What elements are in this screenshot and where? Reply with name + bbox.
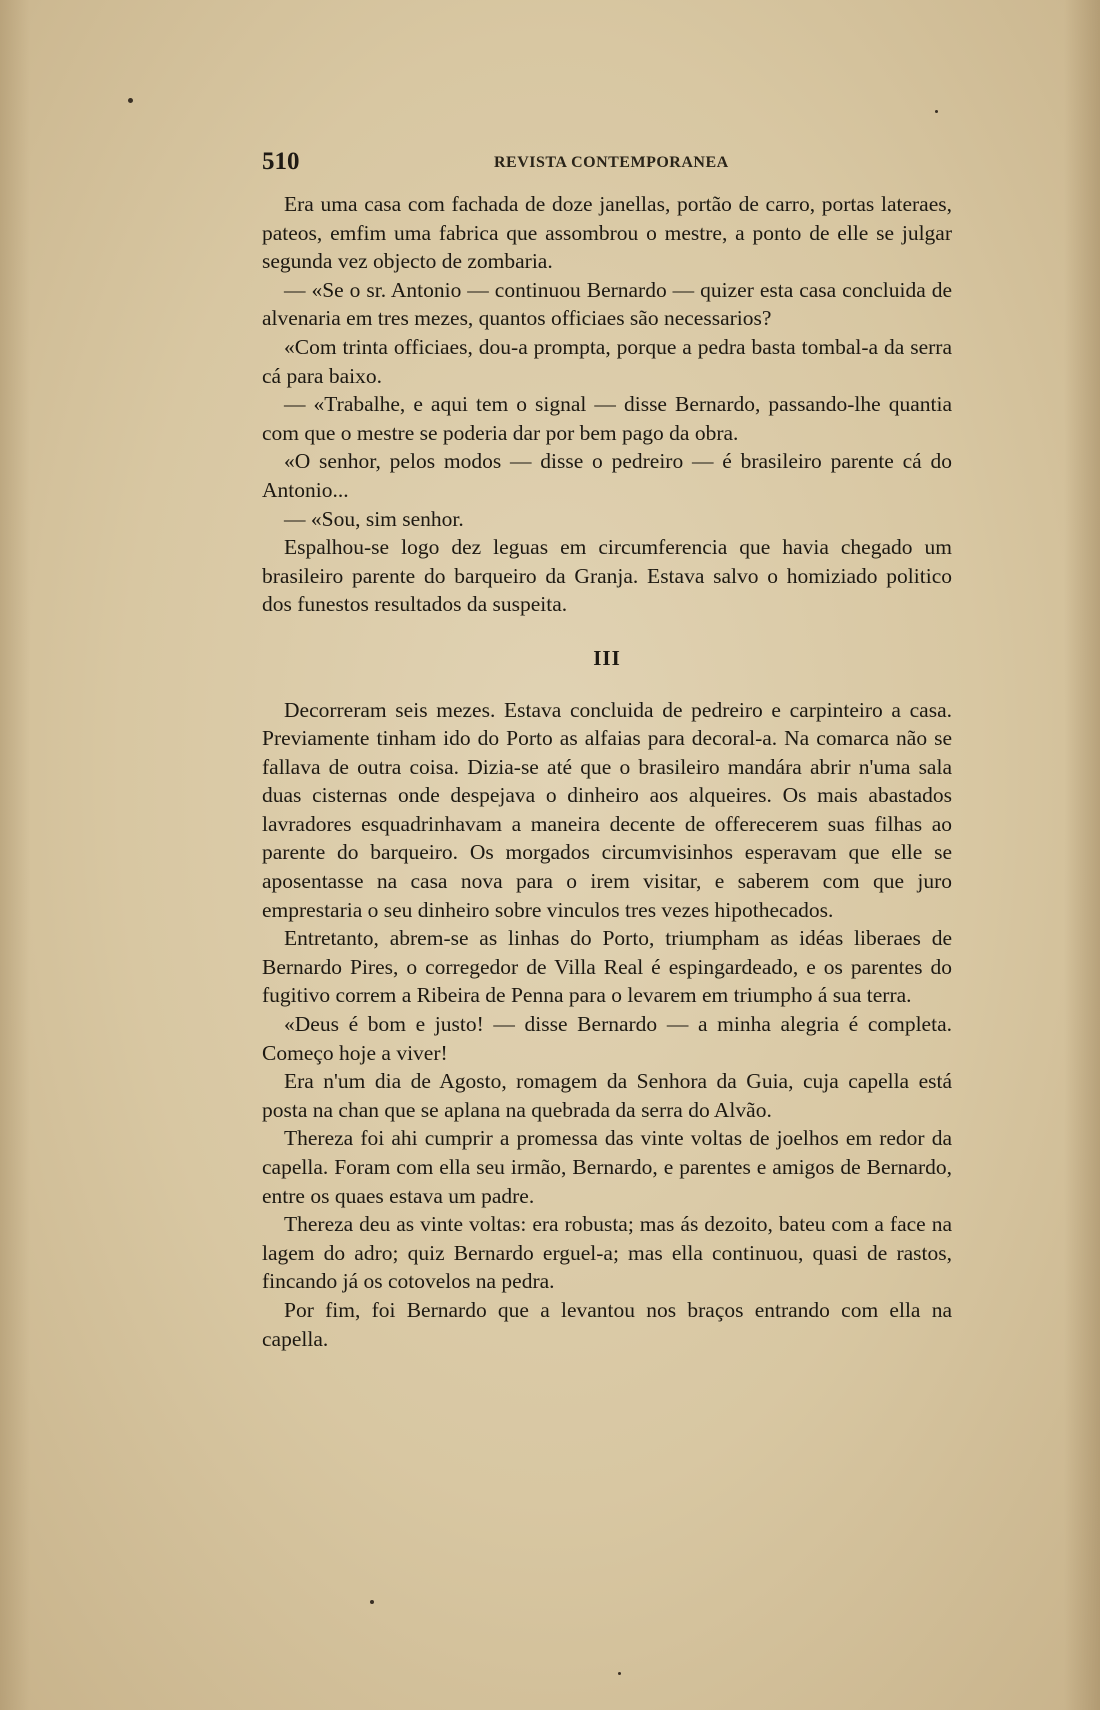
paragraph: Decorreram seis mezes. Estava concluida de pedreiro e carpinteiro a casa. Previamente tinham ido do Porto as alfaias para decoral-a. Na comarca não se fallava de outra coisa. Dizia-se até que o brasileiro mandára abrir n'uma sala duas cisternas onde despejava o dinheiro aos alqueires. Os mais abastados lavradores esquadrinhavam a maneira decente de offerecerem suas filhas ao parente do barqueiro. Os morgados circumvisinhos esperavam que elle se aposentasse na casa nova para o irem visitar, e saberem com que juro emprestaria o seu dinheiro sobre vinculos tres vezes hipothecados. <box>262 697 952 922</box>
paragraph: «Com trinta officiaes, dou-a prompta, porque a pedra basta tombal-a da serra cá para baixo. <box>262 334 952 388</box>
ink-speck <box>370 1600 374 1604</box>
paragraph: Thereza deu as vinte voltas: era robusta; mas ás dezoito, bateu com a face na lagem do adro; quiz Bernardo erguel-a; mas ella continuou, quasi de rastos, fincando já os cotovelos na pedra. <box>262 1212 952 1294</box>
running-head <box>262 148 952 178</box>
paragraph: «Deus é bom e justo! — disse Bernardo — a minha alegria é completa. Começo hoje a viver! <box>262 1012 952 1065</box>
paragraph: Entretanto, abrem-se as linhas do Porto, triumpham as idéas liberaes de Bernardo Pires, o corregedor de Villa Real é espingardeado, e os parentes do fugitivo correm a Ribeira de Penna para o levarem em triumpho á sua terra. <box>262 926 952 1008</box>
page-shadow-right <box>1064 0 1100 1710</box>
paragraph: Era n'um dia de Agosto, romagem da Senhora da Guia, cuja capella está posta na chan que se aplana na quebrada da serra do Alvão. <box>262 1069 952 1122</box>
ink-speck <box>618 1672 621 1675</box>
paragraph: Espalhou-se logo dez leguas em circumferencia que havia chegado um brasileiro parente do barqueiro da Granja. Estava salvo o homiziado politico dos funestos resultados da suspeita. <box>262 535 952 617</box>
body-text <box>262 190 952 1353</box>
ink-speck <box>128 98 133 103</box>
paragraph: Por fim, foi Bernardo que a levantou nos braços entrando com ella na capella. <box>262 1297 952 1351</box>
paragraph: — «Trabalhe, e aqui tem o signal — disse Bernardo, passando-lhe quantia com que o mestre se poderia dar por bem pago da obra. <box>262 392 952 445</box>
paragraph: — «Se o sr. Antonio — continuou Bernardo — quizer esta casa concluida de alvenaria em tres mezes, quantos officiaes são necessarios? <box>262 277 952 331</box>
paragraph: «O senhor, pelos modos — disse o pedreiro — é brasileiro parente cá do Antonio... <box>262 449 952 502</box>
page-shadow-left <box>0 0 30 1710</box>
journal-title: REVISTA CONTEMPORANEA <box>494 154 729 171</box>
page-number: 510 <box>262 148 300 175</box>
paragraph: Thereza foi ahi cumprir a promessa das vinte voltas de joelhos em redor da capella. Foram com ella seu irmão, Bernardo, e parentes e amigos de Bernardo, entre os quaes estava um padre. <box>262 1126 952 1208</box>
ink-speck <box>935 110 938 113</box>
paragraph: Era uma casa com fachada de doze janellas, portão de carro, portas lateraes, pateos, emfim uma fabrica que assombrou o mestre, a ponto de elle se julgar segunda vez objecto de zombaria. <box>262 192 952 274</box>
section-heading: III <box>593 645 621 670</box>
paragraph: — «Sou, sim senhor. <box>284 506 464 531</box>
